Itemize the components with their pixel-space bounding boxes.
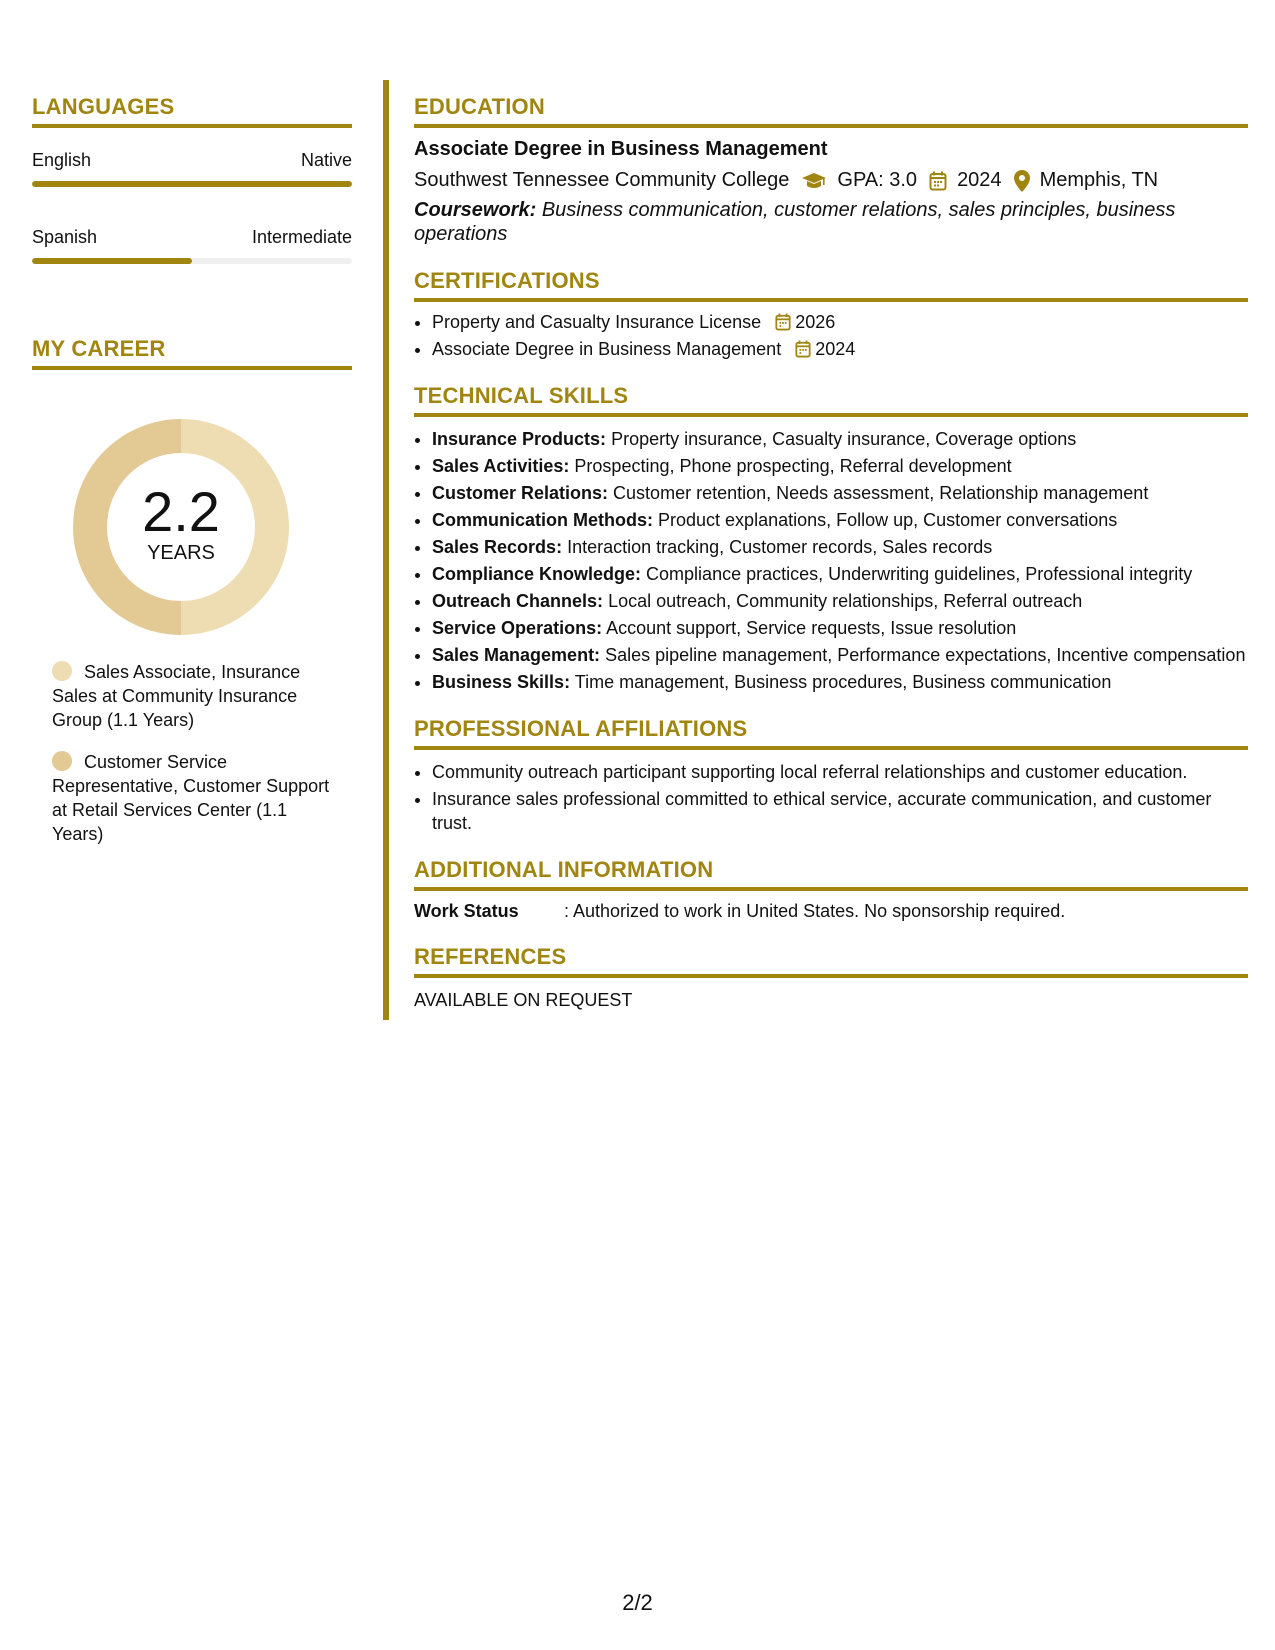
skill-text: Sales pipeline management, Performance expectations, Incentive compensation — [605, 645, 1246, 665]
graduation-cap-icon — [801, 172, 827, 190]
column-divider — [383, 80, 389, 1020]
coursework — [414, 198, 1248, 246]
language-proficiency-bar — [32, 258, 352, 264]
certifications-section — [414, 268, 1248, 361]
additional-heading: ADDITIONAL INFORMATION — [414, 857, 1248, 891]
skill-label: Sales Activities: — [432, 456, 570, 476]
certification-item — [432, 310, 1248, 334]
skill-label: Insurance Products: — [432, 429, 607, 449]
skill-text: Compliance practices, Underwriting guidelines, Professional integrity — [646, 564, 1193, 584]
references-text: AVAILABLE ON REQUEST — [414, 990, 633, 1010]
work-status-row — [414, 901, 1248, 922]
career-role-text: Customer Service Representative, Customer Support at Retail Services Center (1.1 Years) — [52, 752, 330, 844]
skill-label: Sales Records: — [432, 537, 563, 557]
references-section — [414, 944, 1248, 1011]
language-item — [32, 150, 352, 187]
career-total-unit: YEARS — [147, 542, 215, 564]
language-level: Intermediate — [251, 227, 352, 247]
skill-item — [432, 481, 1248, 505]
skill-label: Service Operations: — [432, 618, 603, 638]
career-total-value: 2.2 — [142, 480, 220, 543]
language-proficiency-bar — [32, 181, 352, 187]
skill-label: Sales Management: — [432, 645, 601, 665]
certification-year: 2024 — [815, 339, 856, 359]
language-level: Native — [300, 150, 352, 170]
skill-text: Account support, Service requests, Issue resolution — [606, 618, 1017, 638]
certification-year: 2026 — [795, 312, 836, 332]
skills-heading: TECHNICAL SKILLS — [414, 383, 1248, 417]
affiliations-heading: PROFESSIONAL AFFILIATIONS — [414, 716, 1248, 750]
career-heading: MY CAREER — [32, 336, 352, 370]
skills-section — [414, 383, 1248, 694]
language-name: English — [32, 150, 92, 170]
certification-name: • Property and Casualty Insurance License — [432, 312, 762, 332]
school-name: Southwest Tennessee Community College — [414, 169, 790, 191]
skill-label: Customer Relations: — [432, 483, 609, 503]
gpa: GPA: 3.0 — [837, 169, 918, 191]
skill-item — [432, 508, 1248, 532]
education-heading: EDUCATION — [414, 94, 1248, 128]
degree-title: Associate Degree in Business Management — [414, 138, 828, 160]
skill-text: Interaction tracking, Customer records, Sales records — [567, 537, 993, 557]
skill-item — [432, 454, 1248, 478]
certifications-heading: CERTIFICATIONS — [414, 268, 1248, 302]
skill-item — [432, 535, 1248, 559]
calendar-icon — [795, 340, 811, 358]
skill-text: Time management, Business procedures, Business communication — [574, 672, 1112, 692]
education-details — [414, 169, 1248, 192]
work-status-value: : Authorized to work in United States. No sponsorship required. — [564, 901, 1066, 921]
coursework-text: Business communication, customer relations, sales principles, business operations — [414, 199, 1176, 245]
school-location: Memphis, TN — [1039, 169, 1159, 191]
affiliation-item: • Community outreach participant supporting local referral relationships and customer education. — [432, 760, 1248, 784]
graduation-year: 2024 — [957, 169, 1002, 191]
skill-item — [432, 562, 1248, 586]
calendar-icon — [775, 313, 791, 331]
legend-dot — [52, 751, 72, 771]
languages-heading: LANGUAGES — [32, 94, 352, 128]
language-proficiency-fill — [32, 181, 352, 187]
affiliation-item: • Insurance sales professional committed to ethical service, accurate communication, and customer trust. — [432, 787, 1248, 835]
language-name: Spanish — [32, 227, 98, 247]
language-item — [32, 227, 352, 264]
skill-item — [432, 616, 1248, 640]
skill-label: Compliance Knowledge: — [432, 564, 642, 584]
legend-dot — [52, 661, 72, 681]
skill-item — [432, 589, 1248, 613]
skill-label: Communication Methods: — [432, 510, 653, 530]
additional-section — [414, 857, 1248, 922]
references-heading: REFERENCES — [414, 944, 1248, 978]
language-proficiency-fill — [32, 258, 192, 264]
location-pin-icon — [1014, 170, 1030, 192]
skill-item — [432, 643, 1248, 667]
certification-name: • Associate Degree in Business Management — [432, 339, 782, 359]
skill-label: Outreach Channels: — [432, 591, 604, 611]
career-role — [32, 750, 342, 846]
page-number: 2/2 — [622, 1590, 653, 1615]
skill-text: Property insurance, Casualty insurance, Coverage options — [611, 429, 1077, 449]
career-role-text: Sales Associate, Insurance Sales at Community Insurance Group (1.1 Years) — [52, 662, 301, 730]
career-donut-chart — [66, 412, 296, 642]
left-column — [32, 94, 352, 846]
career-role — [32, 660, 342, 732]
skill-item — [432, 427, 1248, 451]
skill-text: Local outreach, Community relationships, Referral outreach — [608, 591, 1083, 611]
skill-text: Product explanations, Follow up, Customer conversations — [658, 510, 1118, 530]
calendar-icon — [929, 171, 947, 191]
skill-label: Business Skills: — [432, 672, 571, 692]
certification-item — [432, 337, 1248, 361]
skill-text: Customer retention, Needs assessment, Relationship management — [613, 483, 1149, 503]
skill-item — [432, 670, 1248, 694]
career-total — [66, 482, 296, 565]
affiliations-section — [414, 716, 1248, 835]
work-status-label: Work Status — [414, 901, 519, 921]
coursework-label: Coursework: — [414, 199, 537, 221]
skill-text: Prospecting, Phone prospecting, Referral development — [574, 456, 1012, 476]
right-column — [414, 94, 1248, 1011]
